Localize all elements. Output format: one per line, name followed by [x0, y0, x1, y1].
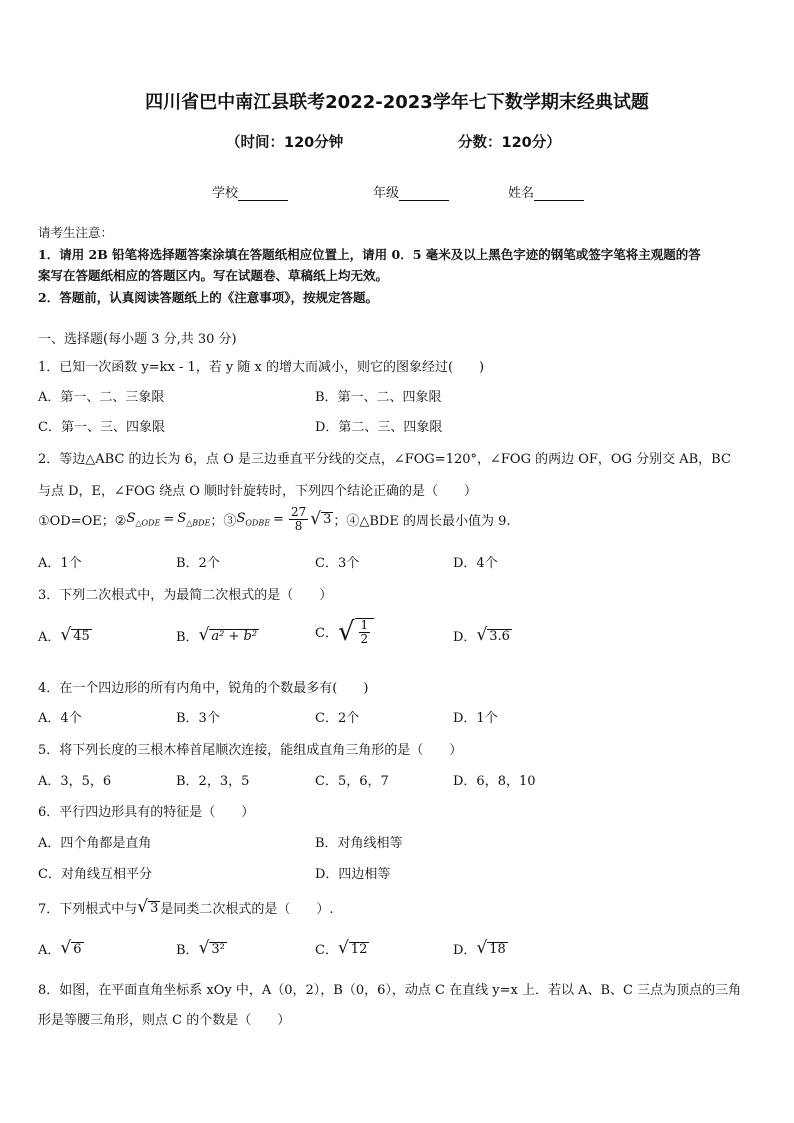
notice-line-1a: 1．请用 2B 铅笔将选择题答案涂填在答题纸相应位置上，请用 0．5 毫米及以上黑色字迹的钢笔或签字笔将主观题的答 — [38, 247, 701, 262]
name-blank — [534, 187, 584, 201]
q7-stem: 7．下列根式中与 √ 3 是同类二次根式的是（ ）. — [38, 897, 334, 917]
q2-area-bde: $S_{\triangle BDE}$ — [177, 510, 211, 528]
q1-stem: 1．已知一次函数 y=kx - 1，若 y 随 x 的增大而减小，则它的图象经过( ) — [38, 360, 485, 375]
name-label: 姓名 — [508, 186, 535, 201]
q4-option-b: B．3个 — [176, 711, 220, 726]
grade-label: 年级 — [373, 186, 400, 201]
q2-stem-1: 2．等边△ABC 的边长为 6，点 O 是三边垂直平分线的交点，∠FOG=120°，∠FOG 的两边 OF，OG 分别交 AB，BC — [38, 452, 731, 467]
q6-option-c: C．对角线互相平分 — [38, 867, 152, 882]
q6-stem: 6．平行四边形具有的特征是（ ） — [38, 805, 255, 820]
q3-option-a: A． √ 45 — [38, 625, 90, 645]
q1-option-b: B．第一、二、四象限 — [315, 390, 442, 405]
q7-option-d: D． √ 18 — [453, 938, 506, 958]
q6-option-a: A．四个角都是直角 — [38, 836, 152, 851]
q7-option-b: B． √ 3² — [176, 938, 225, 958]
q1-option-c: C．第一、三、四象限 — [38, 420, 165, 435]
q2-conclusion-1: ①OD=OE；② — [38, 513, 127, 529]
q2-conclusions — [38, 506, 511, 532]
q8-stem-2: 形是等腰三角形，则点 C 的个数是（ ） — [38, 1013, 291, 1028]
grade-field — [373, 182, 449, 201]
q2-radical: √ 3 — [310, 508, 332, 529]
grade-blank — [399, 187, 449, 201]
q4-stem: 4．在一个四边形的所有内角中，锐角的个数最多有( ) — [38, 681, 369, 696]
q6-option-b: B．对角线相等 — [315, 836, 403, 851]
q2-area-ode: $S_{\triangle ODE}$ — [126, 510, 161, 528]
q5-option-b: B．2，3，5 — [176, 774, 250, 789]
q2-area-odbe: $S_{ODBE}$ — [236, 510, 271, 528]
q2-option-d: D．4个 — [453, 556, 498, 571]
q3-option-c: C． √ $\frac{1}{2}$ — [315, 618, 374, 645]
q5-option-a: A．3，5，6 — [38, 774, 112, 789]
q1-option-a: A．第一、二、三象限 — [38, 390, 165, 405]
q8-stem-1: 8．如图，在平面直角坐标系 xOy 中，A（0，2），B（0，6），动点 C 在直线 y=x 上．若以 A、B、C 三点为顶点的三角 — [38, 983, 742, 998]
exam-title: 四川省巴中南江县联考2022-2023学年七下数学期末经典试题 — [145, 92, 649, 113]
q2-option-a: A．1个 — [38, 556, 82, 571]
q5-option-c: C．5，6，7 — [315, 774, 389, 789]
q2-option-b: B．2个 — [176, 556, 220, 571]
notice-line-1b: 案写在答题纸相应的答题区内。写在试题卷、草稿纸上均无效。 — [38, 268, 389, 283]
school-label: 学校 — [212, 186, 239, 201]
school-blank — [238, 187, 288, 201]
q7-option-c: C． √ 12 — [315, 938, 368, 958]
q2-equals-2: = — [273, 511, 284, 527]
name-field — [508, 182, 584, 201]
q2-stem-2: 与点 D，E，∠FOG 绕点 O 顺时针旋转时，下列四个结论正确的是（ ） — [38, 484, 478, 499]
q4-option-d: D．1个 — [453, 711, 498, 726]
q5-stem: 5．将下列长度的三根木棒首尾顺次连接，能组成直角三角形的是（ ） — [38, 743, 463, 758]
school-field — [212, 182, 288, 201]
q3-stem: 3．下列二次根式中，为最简二次根式的是（ ） — [38, 588, 333, 603]
q3-option-d: D． √ 3.6 — [453, 625, 510, 645]
q4-option-a: A．4个 — [38, 711, 82, 726]
notice-line-2: 2．答题前，认真阅读答题纸上的《注意事项》，按规定答题。 — [38, 290, 378, 305]
exam-score: 分数：120分） — [458, 135, 561, 151]
q1-option-d: D．第二、三、四象限 — [315, 420, 443, 435]
q6-option-d: D．四边相等 — [315, 867, 391, 882]
section-heading: 一、选择题(每小题 3 分,共 30 分) — [38, 332, 237, 347]
q2-fraction: $\frac{27}{8}$ — [290, 505, 307, 533]
q7-option-a: A． √ 6 — [38, 938, 82, 958]
exam-time: （时间：120分钟 — [226, 135, 344, 151]
q3-option-b: B． √ a² + b² — [176, 625, 258, 645]
q5-option-d: D．6，8，10 — [453, 774, 536, 789]
q2-equals: = — [163, 511, 175, 527]
notice-heading: 请考生注意： — [38, 225, 114, 240]
q2-conclusion-3-prefix: ；③ — [210, 513, 237, 529]
q2-conclusion-4: ；④△BDE 的周长最小值为 9. — [333, 513, 511, 529]
q2-option-c: C．3个 — [315, 556, 360, 571]
q4-option-c: C．2个 — [315, 711, 360, 726]
